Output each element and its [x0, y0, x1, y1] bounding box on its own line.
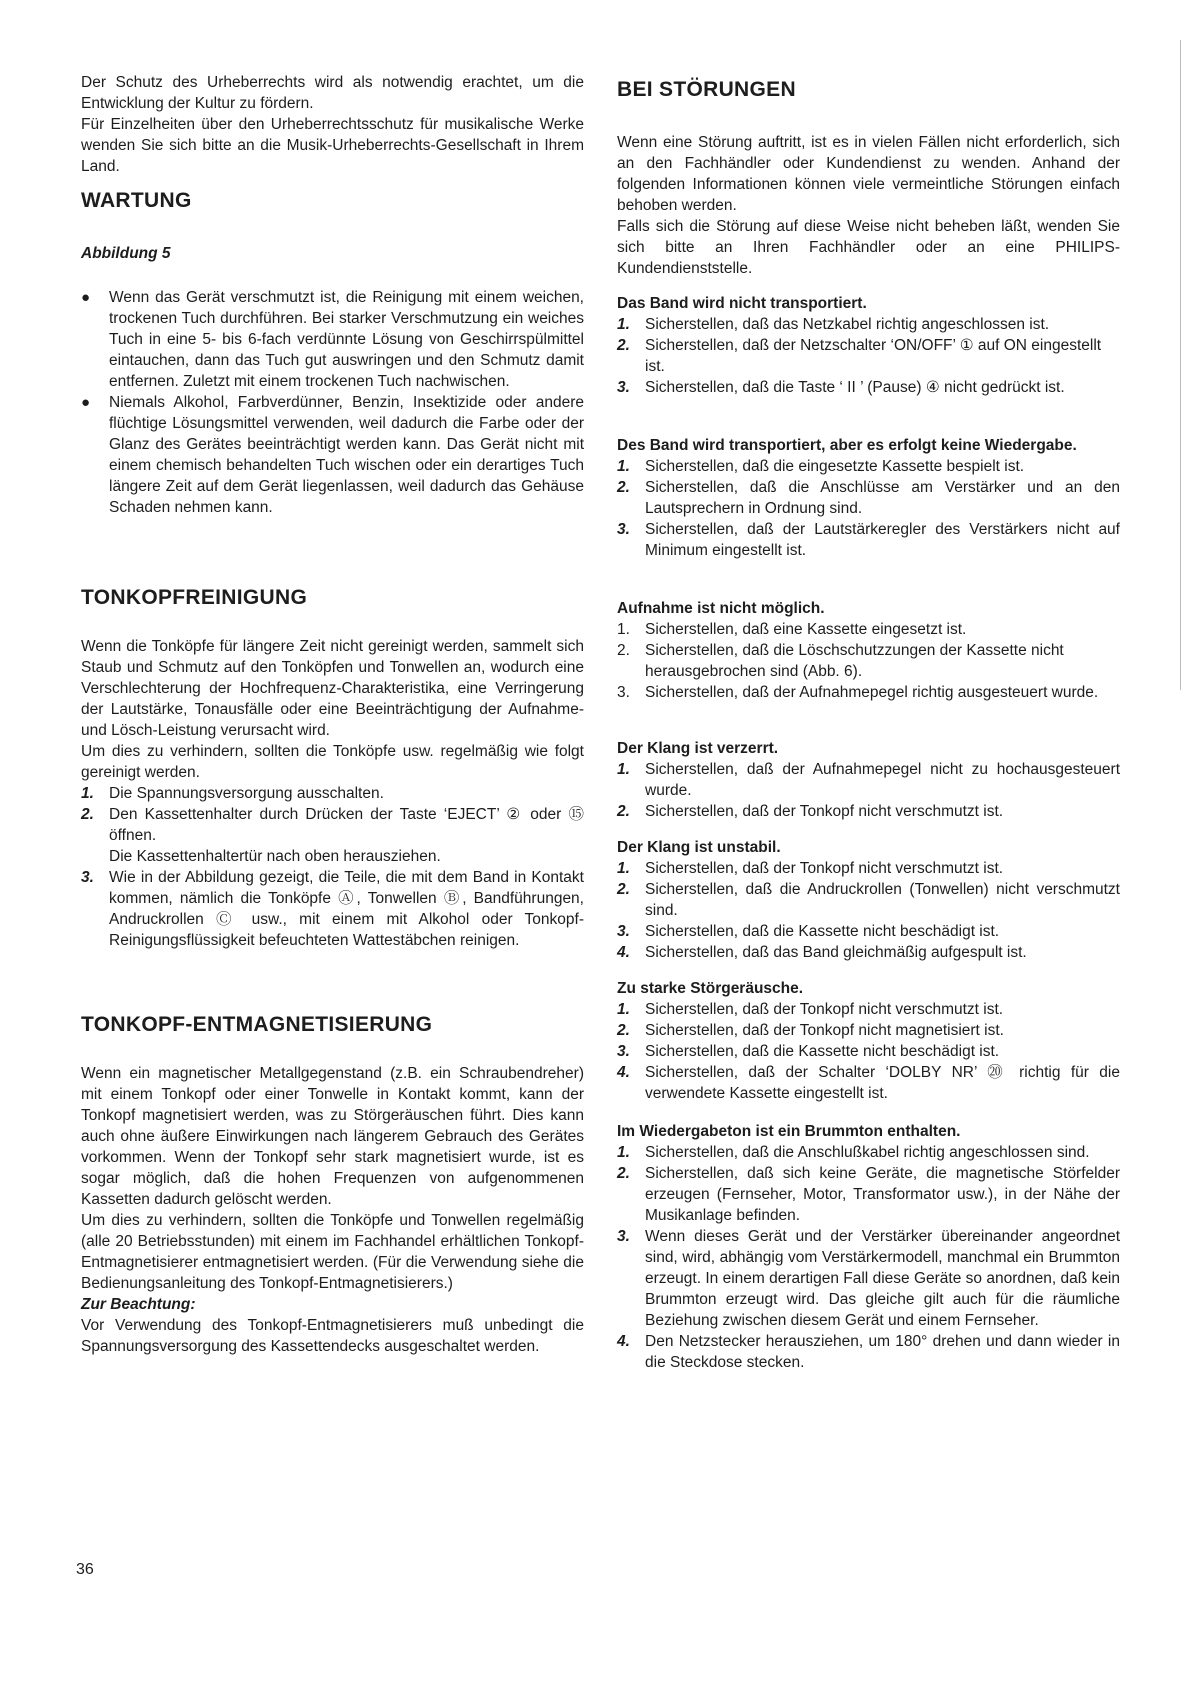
- entmag-text: [81, 1063, 584, 1357]
- section-heading-entmagnetisierung: TONKOPF-ENTMAGNETISIERUNG: [81, 1013, 433, 1036]
- note-label: Zur Beachtung:: [81, 1296, 196, 1313]
- list-item: 2. Sicherstellen, daß sich keine Geräte, die magnetische Störfelder erzeugen (Fernseher, Motor, Transformator usw.), in der Nähe der Musikanlage befinden.: [617, 1165, 1120, 1224]
- list-item: 3. Sicherstellen, daß der Aufnahmepegel richtig ausgesteuert wurde.: [617, 684, 1099, 701]
- trouble-steps: [617, 619, 1120, 703]
- list-item: 1. Sicherstellen, daß der Tonkopf nicht verschmutzt ist.: [617, 1001, 1004, 1018]
- list-item: 2. Sicherstellen, daß der Netzschalter ‘ON/OFF’ ① auf ON eingestellt ist.: [617, 337, 1102, 375]
- bullet-icon: ●: [81, 289, 91, 306]
- trouble-steps: [617, 456, 1120, 561]
- troubleshooting-intro: [617, 132, 1120, 279]
- figure-reference: Abbildung 5: [81, 245, 171, 262]
- list-item: 1. Sicherstellen, daß das Netzkabel richtig angeschlossen ist.: [617, 316, 1050, 333]
- bullet-icon: ●: [81, 394, 91, 411]
- trouble-title: Der Klang ist verzerrt.: [617, 740, 779, 757]
- trouble-group: [617, 738, 1120, 822]
- list-item: ● Niemals Alkohol, Farbverdünner, Benzin, Insektizide oder andere flüchtige Lösungsmittel verwenden, weil dadurch die Farbe oder der Glanz des Gerätes beeinträchtigt werden kann. Das Gerät nicht mit einem chemisch behandelten Tuch wischen oder ein derartiges Tuch längere Zeit auf dem Gerät liegenlassen, weil dadurch das Gehäuse Schaden nehmen kann.: [81, 394, 584, 516]
- list-item: 2. Sicherstellen, daß der Tonkopf nicht verschmutzt ist.: [617, 803, 1004, 820]
- list-item: 4. Den Netzstecker herausziehen, um 180° drehen und dann wieder in die Steckdose stecken.: [617, 1333, 1120, 1371]
- trouble-title: Des Band wird transportiert, aber es erfolgt keine Wiedergabe.: [617, 437, 1077, 454]
- cleaning-steps: [81, 783, 584, 951]
- trouble-title: Zu starke Störgeräusche.: [617, 980, 804, 997]
- paragraph: Der Schutz des Urheberrechts wird als notwendig erachtet, um die Entwicklung der Kultur zu fördern.: [81, 74, 584, 112]
- list-item: ● Wenn das Gerät verschmutzt ist, die Reinigung mit einem weichen, trockenen Tuch durchführen. Bei starker Verschmutzung ein weiches Tuch in eine 5- bis 6-fach verdünnte Lösung von Geschirrspülmittel eintauchen, dann das Tuch gut auswringen und den Schmutz damit entfernen. Zuletzt mit einem trockenen Tuch nachwischen.: [81, 289, 584, 390]
- trouble-steps: [617, 759, 1120, 822]
- paragraph: Für Einzelheiten über den Urheberrechtsschutz für musikalische Werke wenden Sie sich bitte an die Musik-Urheberrechts-Gesellschaft in Ihrem Land.: [81, 116, 584, 175]
- list-item: 2. Den Kassettenhalter durch Drücken der Taste ‘EJECT’ ② oder ⑮ öffnen.: [81, 806, 584, 844]
- trouble-group: [617, 435, 1120, 561]
- trouble-group: [617, 978, 1120, 1104]
- list-item: 2. Sicherstellen, daß der Tonkopf nicht magnetisiert ist.: [617, 1022, 1004, 1039]
- trouble-steps: [617, 999, 1120, 1104]
- trouble-title: Im Wiedergabeton ist ein Brummton enthalten.: [617, 1123, 961, 1140]
- trouble-group: [617, 293, 1120, 398]
- trouble-steps: [617, 858, 1120, 963]
- paragraph: Wenn eine Störung auftritt, ist es in vielen Fällen nicht erforderlich, sich an den Fachhändler oder Kundendienst zu wenden. Anhand der folgenden Informationen können viele vermeintliche Störungen einfach behoben werden.: [617, 134, 1120, 214]
- list-item: 1. Sicherstellen, daß der Tonkopf nicht verschmutzt ist.: [617, 860, 1004, 877]
- list-item: 2. Sicherstellen, daß die Löschschutzzungen der Kassette nicht herausgebrochen sind (Abb. 6).: [617, 642, 1064, 680]
- list-item: 2. Sicherstellen, daß die Andruckrollen (Tonwellen) nicht verschmutzt sind.: [617, 881, 1120, 919]
- trouble-group: [617, 1121, 1120, 1373]
- list-item: 3. Sicherstellen, daß die Kassette nicht beschädigt ist.: [617, 1043, 1000, 1060]
- paragraph: Falls sich die Störung auf diese Weise nicht beheben läßt, wenden Sie sich bitte an Ihren Fachhändler oder an eine PHILIPS-Kundendienststelle.: [617, 218, 1120, 277]
- trouble-group: [617, 598, 1120, 703]
- paragraph: Wenn die Tonköpfe für längere Zeit nicht gereinigt werden, sammelt sich Staub und Schmutz auf den Tonköpfen und Tonwellen an, wodurch eine Verschlechterung der Hochfrequenz-Charakteristika, eine Verringerung der Lautstärke, Tonausfälle oder eine Beeinträchtigung der Aufnahme- und Lösch-Leistung verursacht wird.: [81, 638, 584, 739]
- list-item: 1. Sicherstellen, daß eine Kassette eingesetzt ist.: [617, 621, 967, 638]
- list-item: 1. Sicherstellen, daß die Anschlußkabel richtig angeschlossen sind.: [617, 1144, 1090, 1161]
- trouble-title: Aufnahme ist nicht möglich.: [617, 600, 825, 617]
- list-item: 3. Sicherstellen, daß die Kassette nicht beschädigt ist.: [617, 923, 1000, 940]
- copyright-intro: [81, 72, 584, 177]
- trouble-steps: [617, 314, 1120, 398]
- list-item: 3. Wenn dieses Gerät und der Verstärker übereinander angeordnet sind, wird, abhängig vom Verstärkermodell, manchmal ein Brummton erzeugt. In einem derartigen Fall diese Geräte so anordnen, daß kein Brummton erzeugt wird. Das gleiche gilt auch für die räumliche Beziehung zwischen diesem Gerät und einem Fernseher.: [617, 1228, 1120, 1329]
- trouble-title: Der Klang ist unstabil.: [617, 839, 781, 856]
- paragraph: Wenn ein magnetischer Metallgegenstand (z.B. ein Schraubendreher) mit einem Tonkopf oder einer Tonwelle in Kontakt kommt, kann der Tonkopf magnetisiert werden, was zu Störgeräuschen führt. Dies kann auch ohne äußere Einwirkungen nach längerem Gebrauch des Gerätes vorkommen. Wenn der Tonkopf sehr stark magnetisiert wurde, ist es sogar möglich, daß die hohen Frequenzen von aufgenommenen Kassetten dadurch gelöscht werden.: [81, 1065, 584, 1208]
- section-heading-stoerungen: BEI STÖRUNGEN: [617, 78, 796, 101]
- maintenance-bullets: [81, 287, 584, 518]
- trouble-steps: [617, 1142, 1120, 1373]
- list-item: 3. Sicherstellen, daß der Lautstärkeregler des Verstärkers nicht auf Minimum eingestellt ist.: [617, 521, 1120, 559]
- paragraph: Um dies zu verhindern, sollten die Tonköpfe und Tonwellen regelmäßig (alle 20 Betriebsstunden) mit einem im Fachhandel erhältlichen Tonkopf-Entmagnetisierer entmagnetisiert werden. (Für die Verwendung siehe die Bedienungsanleitung des Tonkopf-Entmagnetisierers.): [81, 1212, 584, 1292]
- list-item: 1. Sicherstellen, daß der Aufnahmepegel nicht zu hochausgesteuert wurde.: [617, 761, 1120, 799]
- list-item: 4. Sicherstellen, daß das Band gleichmäßig aufgespult ist.: [617, 944, 1027, 961]
- scan-edge-line: [1180, 40, 1181, 690]
- list-item: 3. Sicherstellen, daß die Taste ‘ II ’ (Pause) ④ nicht gedrückt ist.: [617, 379, 1065, 396]
- list-item: 3. Wie in der Abbildung gezeigt, die Teile, die mit dem Band in Kontakt kommen, nämlich die Tonköpfe Ⓐ, Tonwellen Ⓑ, Bandführungen, Andruckrollen Ⓒ usw., mit einem mit Alkohol oder Tonkopf-Reinigungsflüssigkeit befeuchteten Wattestäbchen reinigen.: [81, 869, 584, 949]
- paragraph: Um dies zu verhindern, sollten die Tonköpfe usw. regelmäßig wie folgt gereinigt werden.: [81, 743, 584, 781]
- section-heading-wartung: WARTUNG: [81, 189, 192, 212]
- tonkopf-text: [81, 636, 584, 951]
- list-item: 2. Sicherstellen, daß die Anschlüsse am Verstärker und an den Lautsprechern in Ordnung sind.: [617, 479, 1120, 517]
- note-text: Vor Verwendung des Tonkopf-Entmagnetisierers muß unbedingt die Spannungsversorgung des Kassettendecks ausgeschaltet werden.: [81, 1317, 584, 1355]
- section-heading-tonkopfreinigung: TONKOPFREINIGUNG: [81, 586, 308, 609]
- list-item: 1. Die Spannungsversorgung ausschalten.: [81, 785, 384, 802]
- trouble-group: [617, 837, 1120, 963]
- list-item: Die Kassettenhaltertür nach oben herausziehen.: [109, 848, 441, 865]
- list-item: 1. Sicherstellen, daß die eingesetzte Kassette bespielt ist.: [617, 458, 1025, 475]
- trouble-title: Das Band wird nicht transportiert.: [617, 295, 867, 312]
- page-number: 36: [76, 1561, 94, 1578]
- list-item: 4. Sicherstellen, daß der Schalter ‘DOLBY NR’ ⑳ richtig für die verwendete Kassette eingestellt ist.: [617, 1064, 1120, 1102]
